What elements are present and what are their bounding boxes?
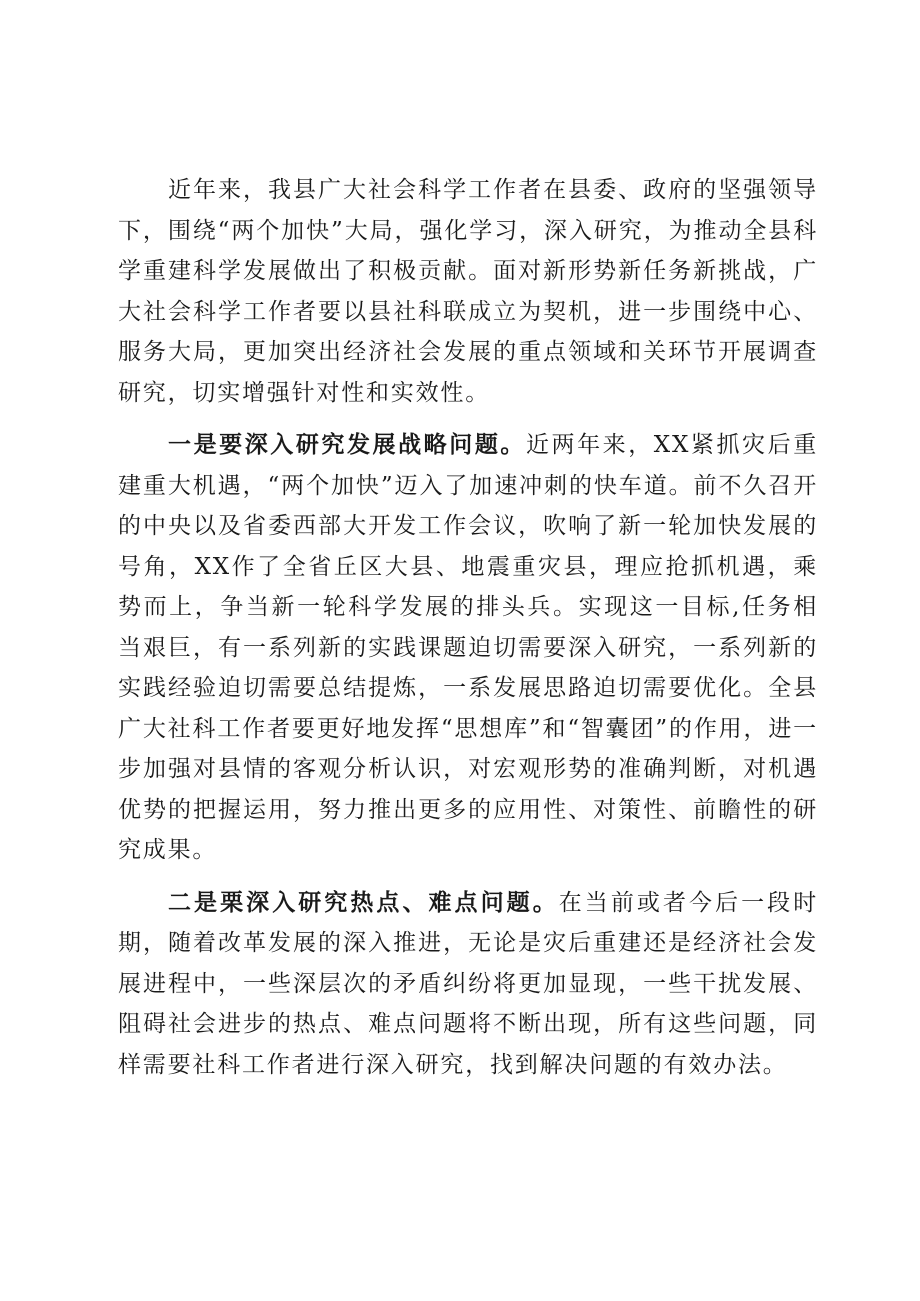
paragraph-text: 近年来，我县广大社会科学工作者在县委、政府的坚强领导下，围绕“两个加快”大局，强化学习，深入研究，为推动全县科学重建科学发展做出了积极贡献。面对新形势新任务新挑战，广大社会科学工作者要以县社科联成立为契机，进一步围绕中心、服务大局，更加突出经济社会发展的重点领域和关环节开展调查研究，切实增强针对性和实效性。 [118,177,818,406]
paragraph-heading: 二是栗深入研究热点、难点问题。 [168,888,559,916]
paragraph-text: 在当前或者今后一段时期，随着改革发展的深入推进，无论是灾后重建还是经济社会发展进程中，一些深层次的矛盾纠纷将更加显现，一些干扰发展、阻碍社会进步的热点、难点问题将不断出现，所有这些问题，同样需要社科工作者进行深入研究，找到解决问题的有效办法。 [118,889,818,1078]
paragraph-hotspots [118,883,818,1086]
paragraph-strategy [118,425,818,871]
paragraph-text: 近两年来，XX紧抓灾后重建重大机遇，“两个加快”迈入了加速冲刺的快车道。前不久召开的中央以及省委西部大开发工作会议，吹响了新一轮加快发展的号角，XX作了全省丘区大县、地震重灾县，理应抢抓机遇，乘势而上，争当新一轮科学发展的排头兵。实现这一目标,任务相当艰巨，有一系列新的实践课题迫切需要深入研究，一系列新的实践经验迫切需要总结提炼，一系发展思路迫切需要优化。全县广大社科工作者要更好地发挥“思想库”和“智囊团”的作用，进一步加强对县情的客观分析认识，对宏观形势的准确判断，对机遇优势的把握运用，努力推出更多的应用性、对策性、前瞻性的研究成果。 [118,432,818,863]
paragraph-intro [118,170,818,413]
paragraph-heading: 一是要深入研究发展战略问题。 [168,431,526,458]
document-body [118,170,818,1097]
